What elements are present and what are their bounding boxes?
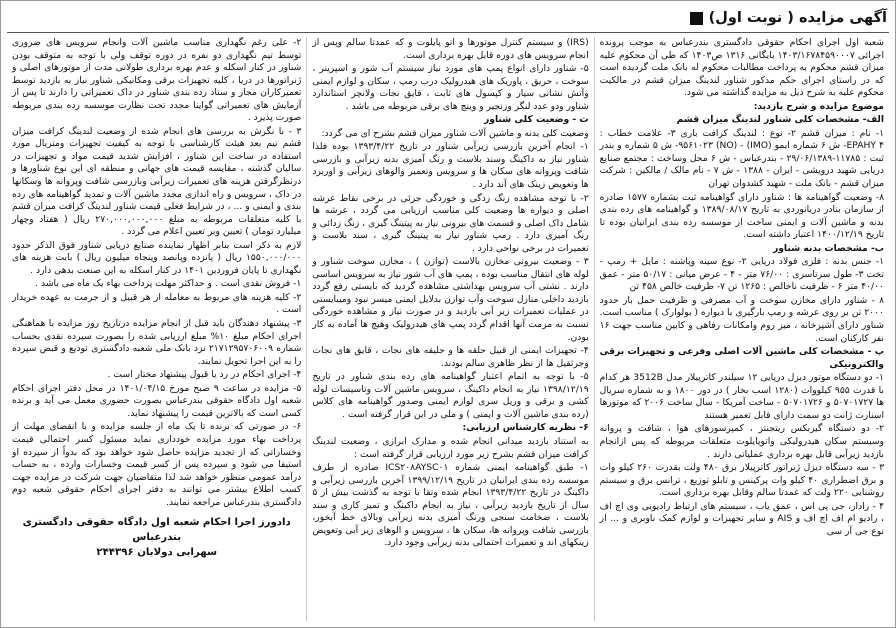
paragraph: ۱- جنس بدنه : فلزی فولاد دریایی ۲- نوع سینه وپاشنه : مایل + رمپ - تخت ۳- طول سرتاسری : ۷۶/۰۰ متر - ۴ - عرض میانی : ۵۰/۱۷ متر - عمق ۴۰/۰۰ متر ۶ - ظرفیت ناخالص : ۱۲۶۵ تن ۷- ظرفیت خالص ۴۵۸ تن: [599, 256, 884, 293]
paragraph: ۸- وضعیت گواهینامه ها : شناور دارای گواهینامه ثبت بشماره ۱۵۷۷ صادره از سازمان بنادر دریانوردی به تاریخ ۱۳۸۹/۰۸/۱۷ و گواهینامه های رده بندی بدنه و ماشین آلات و ایمنی ساخت از موسسه رده بندی ایرانیان بوده تا تاریخ ۱۴۰۰/۱۲/۱۹ اعتبار داشته است.: [599, 191, 884, 241]
paragraph: ۲- با توجه مشاهده زنگ زدگی و خوردگی جزئی در برخی نقاط عرشه اصلی و دیواره ها وضعیت کلی مناسب ارزیابی می گردد ، عرشه ها شامل داک اصلی و قسمت های بیرونی نیاز به پیتینگ گیری ، زنگ زدائی و رنگ آمیزی دارد . رمپ شناور نیاز به پیتینگ گیری ، سند بلاست و تعمیرات در برخی نواحی دارد .: [312, 192, 589, 254]
paragraph: لازم به ذکر است بنابر اظهار نماینده صنایع دریایی شناور فوق الذکر حدود ۱۵۵۰,۰۰۰/۰۰۰ ریال ( پانزده وپانصد وپنجاه میلیون ریال ) بابت هزینه های نگهداری تا پایان فروردین ۱۴۰۱ در کنار اسکله به این صنعت بدهی دارد .: [12, 239, 302, 276]
paragraph: ۲- علی رغم نگهداری مناسب ماشین آلات وانجام سرویس های ضروری توسط تیم نگهداری دو نفره در دوره توقف ولی با توجه به متوقف بودن شناور در کنار اسکله و عدم بهره برداری طولانی مدت از موتورهای اصلی و ژنراتورها در دریا ، کلیه تجهیزات برقی ومکانیکی شناور نیاز به بازدید توسط تعمیرکاران مجاز و ستاد رده بندی شناور در داک تعمیراتی را دارند تا پس از آزمایش های تعمیراتی گواینا مجدد تحت نظارت موسسه رده بندی مربوطه صورت پذیرد .: [12, 37, 302, 124]
paragraph: ۱- فروش نقدی است . و حداکثر مهلت پرداخت بهاء یک ماه می باشد .: [35, 278, 302, 290]
signature-title: دادورز اجرا احکام شعبه اول دادگاه حقوقی دادگستری بندرعباس: [22, 517, 291, 544]
paragraph: ۲- کلیه هزینه های مربوط به معامله از هر قبیل و از جرمت به عهده خریدار است .: [12, 291, 302, 316]
paragraph: ۱- دو دستگاه موتور دیزل دریایی ۱۲ سیلندر کاترپیلار مدل 3512B هر کدام با قدرت ۹۵۵ کیلووات (۱۲۸۰ اسب بخار ) در دور ۱۸۰۰ و به شماره سریال ها ۵۰۷۰۱۷۲۷ و ۵۰۷۰۱۷۲۶ - ساخت آمریکا - سال ساخت ۲۰۰۶ که موتورها اسنارت ژانت دو سمت دارای قابل تعمیر هستند: [599, 372, 884, 421]
paragraph: ۳ - با نگرش به بررسی های انجام شده از وضعیت لندینگ کرافت میزان قشم تیم بعد هیئت کارشناسی با توجه به کیفیت تجهیزات ومتریال مورد استفاده در ساخت این شناور ، افزایش شدید قیمت مواد و تجهیزات در سالیان گذشته ، مقایسه قیمت های جهانی و منطقه ای این نوع شناورها و درنظرگرفتن هزینه های تعمیرات زیرآبی وبازرسی شافت وپروانه ها وسکانها در داک ، سرویس و راه اندازی مجدد ماشین آلات و تمدید گواهینامه های رده بندی و ایمنی و ... ، در شرایط فعلی قیمت شناور لندینگ کرافت میزان قشم با کلیه متعلقات مربوطه به مبلغ ۲۷۰,۰۰۰,۰۰۰,۰۰۰ ریال ( هفتاد وچهار میلیارد تومان ) تعیین وبر تعیین اعلام می گردد .: [12, 125, 302, 238]
paragraph: ۸ - شناور دارای مخازن سوخت و آب مصرفی و ظرفیت حمل بار حدود ۲۰۰۰ تن بر روی عرشه و رمپ بارگیری با دیواره ( بولوارک ) مناسب است. شناور دارای آشپزخانه ، میز روم وامکانات رفاهی و کابین مناسب جهت ۱۶ نفر کارکنان است.: [599, 294, 884, 344]
paragraph: ۵- با توجه به اتمام اعتبار گواهینامه های رده بندی شناور در تاریخ ۱۳۹۸/۱۲/۱۹ نیاز به انجام داکینگ ، سرویس ماشین آلات وتاسیسات لوله کشی و برقی و وریل سری لوازم ایمنی وصدور گواهینامه های کلاس (رده بندی ماشین آلات و ایمنی ) و ملی در این قرار گرفته است .: [312, 371, 589, 420]
paragraph: ۱- نام : میزان قشم ۲- نوع : لندینگ کرافت باری ۳- علامت خطاب : EPAHY ۴- ش ۶ شماره ایمو (IMO) - ۹۵۶۱۰۲۳ (NO)- ش ۵ شماره و بندر ثبت : ۱۱۷۸۵-۲۹/۰۶/۱۳۸۹ - بندرعباس - ش ۶ محل وساخت : مجتمع صنایع دریایی شهید درویشی - ایران - ۱۳۸۸ - ش ۷ - نام مالک / مالکین : شرکت میزان قشم - بانک ملت - شهید کشدوان تهران: [599, 127, 884, 190]
section-heading: ب- مشخصات بدنه شناور: [772, 242, 884, 254]
paragraph: ۳ - وضعیت بیرونی مخازن بالاست (توازن ) ، مخازن سوخت شناور و لوله های انتقال مناسب بوده ، پمپ های آب شور نیاز به سرویس اساسی دارند . نشتی آب سرویس بهداشتی مشاهده گردید که بایستی رفع گردد بازدید داخلی منازل سوخت وآب توازن بدلایل ایمنی میسر نبود ومیبایستی در عملیات تعمیرات زیر آبی بازدید و در صورت نیاز و مشاهده خوردگی نسبت به مرمت آنها اقدام گردد پمپ های هیدرولیک وهیچ ها آماده به کار بودن.: [312, 256, 589, 343]
paragraph: (IRS) و سیستم کنترل موتورها و اتو پایلوت و که عمدتا سالم وپس از انجام سرویس های دوره قابل بهره برداری است.: [312, 37, 589, 61]
notice-header: [690, 7, 887, 29]
notice-columns: [7, 37, 889, 621]
paragraph: ۶- در صورتی که برنده تا یک ماه از جلسه مزایده و با انقضای مهلت از پرداخت بهاء مورد مزایده خودداری نماید مسئول کسر احتمالی قیمت وخساراتی که از تجدید مزایده حاصل شود خواهد بود که بدواً از سپرده او استیفا می شود و سپرده پس از کسر قیمت وخسارات وارده ، به حساب درآمد عمومی منظور خواهد شد لذا متقاضیان جهت شرکت در مزایده جهت کسب اطلاع بیشتر می توانند به دفتر اجرای احکام حقوقی شعبه دوم دادگستری بندرعباس مراجعه نمایند.: [12, 421, 302, 508]
section-heading: موضوع مزایده و شرح بازدید:: [753, 100, 884, 112]
paragraph: ۴ - رادار، جی پی اس ، عمق یاب ، سیستم های ارتباط رادیویی وی اچ اف ، رادیو ام اف اچ اف و AIS و سایر تجهیزات و لوازم کمک ناوبری و ... از نوع جی آر سی: [599, 500, 884, 537]
paragraph: ۳- پیشنهاد دهندگان باید قبل از انجام مزایده درتاریخ روز مزایده با هماهنگی اجرای احکام مبلغ ۱۰% مبلغ ارزیابی شده را بصورت سپرده نقدی بحساب شماره ۲۱۷۱۲۹۵۷۰۶۰۰۹ نزد بانک ملی شعبه دادگستری تودیع و قبض سپرده را به این اجرا تحویل نمایند.: [12, 318, 302, 367]
column-1: [594, 37, 889, 621]
signature-block: [12, 515, 301, 560]
paragraph: ۴- اجرای احکام در رد یا قبول پیشنهاد مختار است .: [107, 369, 302, 381]
paragraph: ۵- مزایده در ساعت ۹ صبح مورخ ۱۴۰۱/۰۴/۱۵ در محل دفتر اجرای احکام شعبه اول دادگاه حقوقی بندرعباس بصورت حضوری معمل می آید و برنده کسی است که بالاترین قیمت را پیشنهاد نماید.: [12, 382, 302, 419]
paragraph: ۱- طبق گواهینامه ایمنی شماره ICS۲۰۸AYSC۰۱ صادره از طرف موسسه رده بندی ایرانیان در تاریخ ۱۳۹۹/۱۲/۱۹ آخرین بازرسی زیرآبی و داکینگ در تاریخ ۱۳۹۳/۴/۲۲ انجام شده وتقا با توجه به گذشت بیش از ۵ سال از تاریخ بازدید زیرآبی ، نیاز به انجام داکینگ و تمیز کاری و سند بلاست ، ضخامت سنجی ورنگ آمیزی بدنه زیرآبی وبالای خط آبخور، بازرسی شافت وپروانه ها، سکان ها ، سرویس و الوهای زیر آبی وتعویض زینکهای اند و تعمیرات احتمالی بدنه زیرآبی وجود دارد.: [312, 462, 589, 549]
paragraph: شعبه اول اجرای احکام حقوقی دادگستری بندرعباس به موجب پرونده اجرائی ۱۴۰۳/۱۶۷۸۴۵۹۰۰۰۷ بایگانی ۱۳۱۶ ص۱۴۰۳ که طی آن محکوم علیه میزان قشم محکوم به پرداخت مطالبات محکوم له بانک ملت گردیده است که در راستای اجرای حکم مذکور شناور لندینگ میزان قشم در مالکیت محکوم علیه به شرح ذیل به مزایده گذاشته می شود.: [599, 37, 884, 99]
signature-name: سهرابی دولابان ۲۴۴۳۹۶: [96, 547, 217, 559]
section-heading: الف- مشخصات کلی شناور لندینگ میزان قشم: [676, 114, 884, 126]
paragraph: وضعیت کلی بدنه و ماشین آلات شناور میزان قشم بشرح ای می گردد:: [321, 127, 589, 139]
column-3: [7, 37, 306, 621]
paragraph: ۳ - سه دستگاه دیزل ژنراتور کاترپیلار برق ۴۸۰ ولت بقدرت ۲۶۰ کیلو وات و برق اضطراری ۴۰ کیلو وات پرکینس و تابلو توزیع ، ترانس برق و سیستم روشنایی ۲۲۰ ولت که عمدتا سالم وقابل بهره برداری است.: [599, 462, 884, 499]
header-divider: [7, 32, 889, 33]
paragraph: به استناد بازدید میدانی انجام شده و مدارک ابرازی ، وضعیت لندینگ کرافت میزان قشم بشرح زیر مورد ارزیابی قرار گرفته است :: [312, 435, 589, 460]
paragraph: ۴- تجهیزات ایمنی از قبیل حلقه ها و جلیقه های نجات ، قایق های نجات وجرثقیل ها از نظر ظاهری سالم بودند.: [312, 345, 589, 369]
section-heading: ۶- نظریه کارشناس ارزیابی:: [462, 422, 589, 434]
section-heading: ث - وضعیت کلی شناور: [483, 114, 589, 126]
paragraph: ۲- دو دستگاه گیربکس ریتجنتز ، کمپرسورهای هوا ، شافت و پروانه وسیستم سکان هیدرولیکی واتوپایلوت متعلقات مربوطه که پس ازانجام بازدید زیرآبی قابل بهره برداری عملیاتی دارند .: [599, 423, 884, 460]
notice-title: آگهی مزایده ( نوبت اول): [708, 10, 887, 26]
paragraph: ۱- انجام آخرین بازرسی زیرآبی شناور در تاریخ ۱۳۹۳/۴/۲۲ بوده فلذا شناور نیاز به داکینگ وسند بلاست و رنگ آمیزی بدنه زیرآبی و بازرسی شافت وپروانه های سکان ها و سرویس وتعمیر والوهای زیرآبی و اوربرد ها وتعویض زینک های آند دارد .: [312, 141, 589, 191]
section-heading: پ - مشخصات کلی ماشین آلات اصلی وفرعی و تجهیزات برقی والکترونیکی: [599, 346, 884, 370]
column-2: [306, 37, 593, 621]
square-bullet-icon: [690, 12, 703, 25]
paragraph: ۵- شناور دارای انواع پمپ های مورد نیاز سیستم آب شور و اسپرینر ، سوخت ، حریق ، پاوریک های هیدرولیک درب رمپ ، سکان و لوازم ایمنی وآتش نشانی سیار و کپسول های ثابت ، قایق نجات ولانچر استاندارد شناور ودو عدد لنگر وزنجیر و وینچ های برقی مربوطه می باشد .: [312, 63, 589, 112]
